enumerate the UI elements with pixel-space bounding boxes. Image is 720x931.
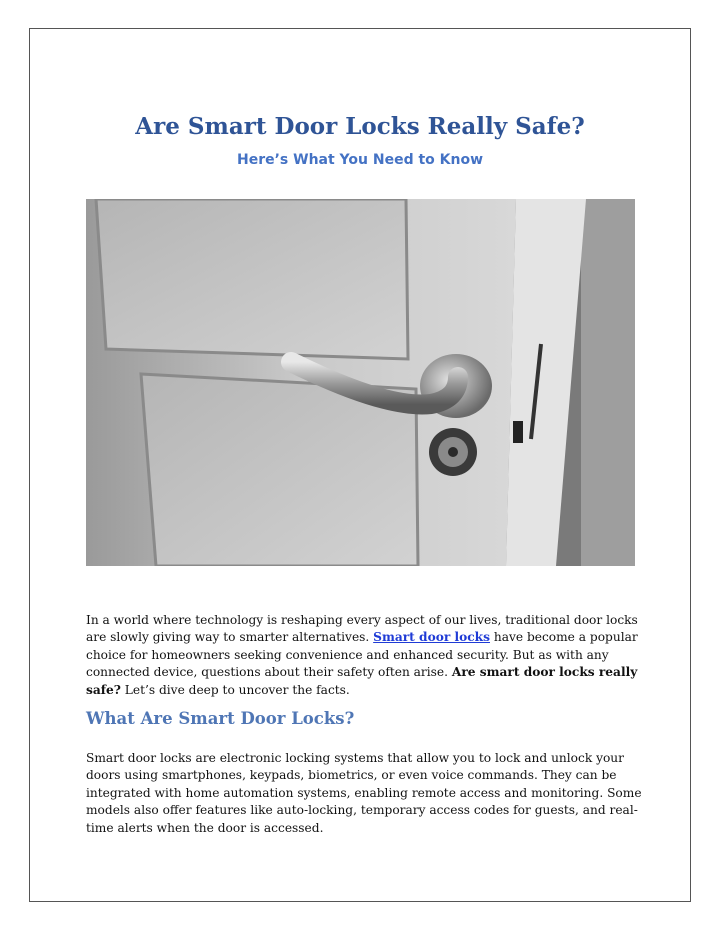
section-body: Smart door locks are electronic locking systems that allow you to lock and unlock your doors using smartphones, keypads, biometrics, or even voice commands. They can be integrated with home automation systems, enabling remote access and monitoring. Some models also offer features like auto-locking, temporary access codes for guests, and real-time alerts when the door is accessed. [86, 751, 642, 835]
intro-bold-question: Are smart door locks really safe? [86, 665, 638, 697]
intro-text-3: Let’s dive deep to uncover the facts. [120, 682, 350, 697]
intro-text-1: In a world where technology is reshaping every aspect of our lives, traditional door locks are slowly giving way to smarter alternatives. [86, 613, 638, 645]
door-handle-photo [86, 199, 635, 566]
section-heading: What Are Smart Door Locks? [86, 709, 355, 728]
intro-text-2: have become a popular choice for homeowners seeking convenience and enhanced security. But as with any connected device, questions about their safety often arise. [86, 630, 638, 680]
document-subtitle: Here’s What You Need to Know [236, 152, 484, 168]
intro-paragraph [86, 612, 646, 699]
smart-door-locks-link[interactable]: Smart door locks [373, 630, 490, 645]
document-title: Are Smart Door Locks Really Safe? [135, 113, 585, 140]
